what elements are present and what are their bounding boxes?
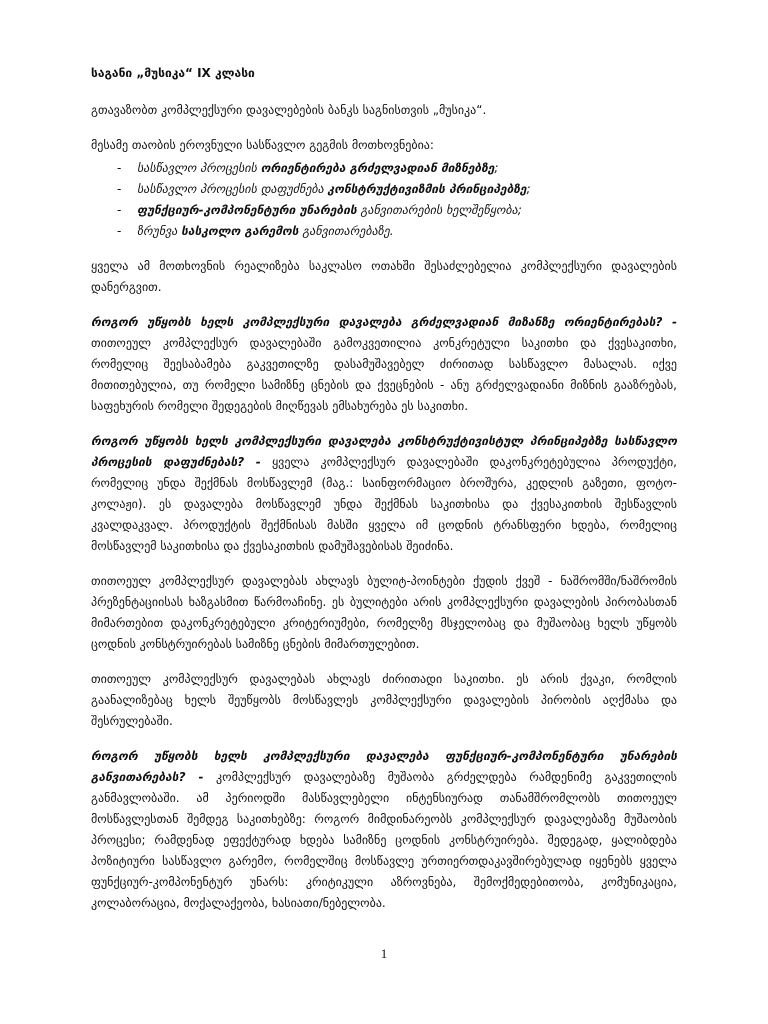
requirement-item: - სასწავლო პროცესის დაფუძნება კონსტრუქტივიზმის პრინციპებზე; [117,179,677,200]
section-answer: კომპლექსურ დავალებაზე მუშაობა გრძელდება რამდენიმე გაკვეთილის განმავლობაში. ამ პერიოდში მასწავლებელი ინტენსიურად თანამშრომლობს თითოეულ მოსწავლესთან შემდეგ საკითხებზე: როგორ მიმდინარეობს კომპლექსურ დავალებაზე მუშაობის პროცესი; რამდენად ეფექტურად ხდება სამიზნე ცოდნის კონსტრუირება. შედეგად, ყალიბდება პოზიტიური სასწავლო გარემო, რომელშიც მოსწავლე ურთიერთდაკავშირებულად იყენებს ყველა ფუნქციურ-კომპონენტურ უნარს: კრიტიკული აზროვნება, შემოქმედებითობა, კომუნიკაცია, კოლაბორაცია, მოქალაქეობა, ხასიათი/ნებელობა. [91,770,677,910]
section-question: როგორ უწყობს ხელს კომპლექსური დავალება გრძელვადიან მიზანზე ორიენტირებას? - [91,315,677,329]
realization-paragraph: ყველა ამ მოთხოვნის რეალიზება საკლასო ოთახში შესაძლებელია კომპლექსური დავალების დანერგვით. [91,259,677,294]
requirements-lead: მესამე თაობის ეროვნული სასწავლო გეგმის მოთხოვნებია: [91,138,434,152]
requirements-list [91,158,677,242]
section-long-term-goal [91,312,677,417]
section-answer: ყველა კომპლექსურ დავალებაში დაკონკრეტებულია პროდუქტი, რომელიც უნდა შექმნას მოსწავლემ (მაგ.: საინფორმაციო ბროშურა, კედლის გაზეთი, ფოტო-კოლაჟი). ეს დავალება მოსწავლემ უნდა შექმნას საკითხისა და ქვესაკითხის შესწავლის კვალდაკვალ. პროდუქტის შექმნისას მასში ყველა იმ ცოდნის ტრანსფერი ხდება, რომელიც მოსწავლემ საკითხისა და ქვესაკითხის დამუშავებისას შეიძინა. [91,455,677,553]
requirement-item: - ფუნქციურ-კომპონენტური უნარების განვითარების ხელშეწყობა; [117,200,677,221]
requirement-item: - სასწავლო პროცესის ორიენტირება გრძელვადიან მიზნებზე; [117,158,677,179]
section-answer: თითოეულ კომპლექსურ დავალებაში გამოკვეთილია კონკრეტული საკითხი და ქვესაკითხი, რომელიც შეესაბამება გაკვეთილზე დასამუშავებელ ძირითად სასწავლო მასალას. იქვე მითითებულია, თუ რომელი სამიზნე ცნების და ქვეცნების - ანუ გრძელვადიანი მიზნის გააზრებას, საფეხურის რომელი შედეგების მიღწევას ემსახურება ეს საკითხი. [91,336,677,413]
intro-paragraph: გთავაზობთ კომპლექსური დავალებების ბანკს საგნისთვის „მუსიკა“. [91,103,487,117]
bullets-paragraph: თითოეულ კომპლექსურ დავალებას ახლავს ბულიტ-პოინტები ქუდის ქვეშ - ნაშრომში/ნაშრომის პრეზენტაციისას ხაზგასმით წარმოაჩინე. ეს ბულიტები არის კომპლექსური დავალების პირობასთან მიმართებით დაკონკრეტებული კრიტერიუმები, რომელზე მსჯელობაც და მუშაობაც ხელს უწყობს ცოდნის კონსტრუირებას სამიზნე ცნების მიმართულებით. [91,574,677,651]
section-question: როგორ უწყობს ხელს კომპლექსური დავალება კონსტრუქტივისტულ პრინციპებზე სასწავლო პროცესის დაფუძნებას? - [91,434,677,469]
section-constructivism [91,431,677,557]
section-functional-skills [91,746,677,914]
document-title: საგანი „მუსიკა“ IX კლასი [91,66,255,80]
main-question-paragraph: თითოეულ კომპლექსურ დავალებას ახლავს ძირითადი საკითხი. ეს არის ქვაკი, რომლის გაანალიზებაც ხელს შეუწყობს მოსწავლეს კომპლექსური დავალების პირობის აღქმასა და შესრულებაში. [91,672,677,728]
section-question: როგორ უწყობს ხელს კომპლექსური დავალება ფუნქციურ-კომპონენტური უნარების განვითარებას? - [91,749,677,784]
requirement-item: - ზრუნვა სასკოლო გარემოს განვითარებაზე. [117,221,677,242]
page-number: 1 [380,946,388,961]
